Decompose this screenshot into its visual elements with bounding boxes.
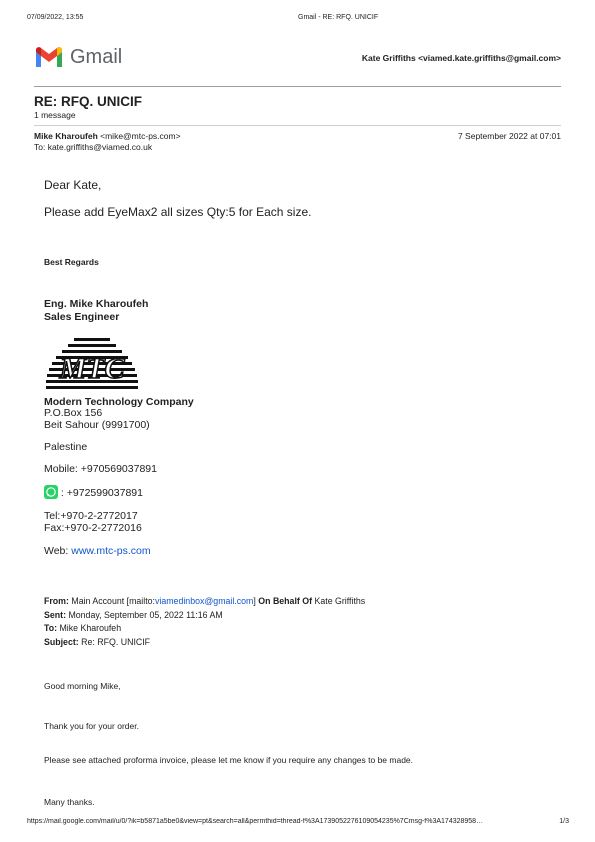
quoted-from-value: Main Account [mailto:: [68, 596, 155, 606]
quoted-subject: [44, 637, 150, 647]
mtc-logo: [46, 336, 138, 390]
quoted-behalf-value: Kate Griffiths: [312, 596, 366, 606]
sender-name: Mike Kharoufeh: [34, 131, 98, 141]
print-page-title: Gmail - RE: RFQ. UNICIF: [298, 14, 379, 21]
message-date: 7 September 2022 at 07:01: [457, 131, 561, 141]
sender-email: <mike@mtc-ps.com>: [100, 131, 181, 141]
quoted-sent-label: Sent:: [44, 610, 66, 620]
whatsapp-number: : +972599037891: [58, 487, 143, 499]
sender[interactable]: [34, 131, 181, 141]
subject-divider: [34, 125, 561, 126]
print-page-number: 1/3: [559, 818, 569, 825]
quoted-line-4: Many thanks.: [44, 797, 95, 807]
gmail-logo-text: Gmail: [70, 46, 123, 68]
quoted-behalf-label: On Behalf Of: [258, 596, 313, 606]
web-row: [44, 545, 151, 557]
quoted-to-label: To:: [44, 623, 58, 633]
quoted-sent: [44, 610, 223, 620]
mobile: Mobile: +970569037891: [44, 463, 157, 475]
print-url: https://mail.google.com/mail/u/0/?ik=b5871a5be0&view=pt&search=all&permthid=thread-f%3A1739052276109054235%7Cmsg-f%3A174328958…: [27, 818, 484, 825]
signature-name: Eng. Mike Kharoufeh: [44, 298, 149, 310]
print-datetime: 07/09/2022, 13:55: [27, 14, 84, 21]
po-box: P.O.Box 156: [44, 407, 103, 419]
whatsapp-icon: [44, 485, 58, 499]
country: Palestine: [44, 441, 88, 453]
quoted-to-value: Mike Kharoufeh: [57, 623, 122, 633]
quoted-line-2: Thank you for your order.: [44, 721, 139, 731]
fax: Fax:+970-2-2772016: [44, 522, 142, 534]
quoted-sent-value: Monday, September 05, 2022 11:16 AM: [66, 610, 223, 620]
web-link[interactable]: www.mtc-ps.com: [71, 545, 151, 557]
best-regards: Best Regards: [44, 257, 99, 267]
gmail-m-icon: [34, 45, 64, 69]
gmail-logo[interactable]: [34, 44, 130, 70]
mtc-logo-text: MTC: [59, 352, 125, 385]
greeting: Dear Kate,: [44, 178, 102, 192]
quoted-from-close: ]: [253, 596, 259, 606]
message-count: 1 message: [34, 110, 76, 120]
account-name: Kate Griffiths <viamed.kate.griffiths@gmail.com>: [361, 53, 561, 63]
thread-subject: RE: RFQ. UNICIF: [34, 94, 142, 109]
quoted-subject-value: Re: RFQ. UNICIF: [78, 637, 151, 647]
header-divider: [34, 86, 561, 87]
whatsapp-row: [44, 485, 143, 499]
city: Beit Sahour (9991700): [44, 419, 150, 431]
quoted-from-link[interactable]: viamedinbox@gmail.com: [154, 596, 254, 606]
quoted-to: [44, 623, 121, 633]
tel: Tel:+970-2-2772017: [44, 510, 138, 522]
mtc-logo-icon: [46, 336, 138, 390]
quoted-line-1: Good morning Mike,: [44, 681, 121, 691]
signature-title: Sales Engineer: [44, 311, 120, 323]
quoted-from: [44, 596, 365, 606]
quoted-subject-label: Subject:: [44, 637, 79, 647]
quoted-line-3: Please see attached proforma invoice, please let me know if you require any changes to be made.: [44, 755, 414, 765]
body-line: Please add EyeMax2 all sizes Qty:5 for Each size.: [44, 205, 312, 219]
quoted-from-label: From:: [44, 596, 69, 606]
company-name: Modern Technology Company: [44, 396, 194, 408]
recipient: To: kate.griffiths@viamed.co.uk: [34, 142, 153, 152]
web-label: Web:: [44, 545, 72, 557]
